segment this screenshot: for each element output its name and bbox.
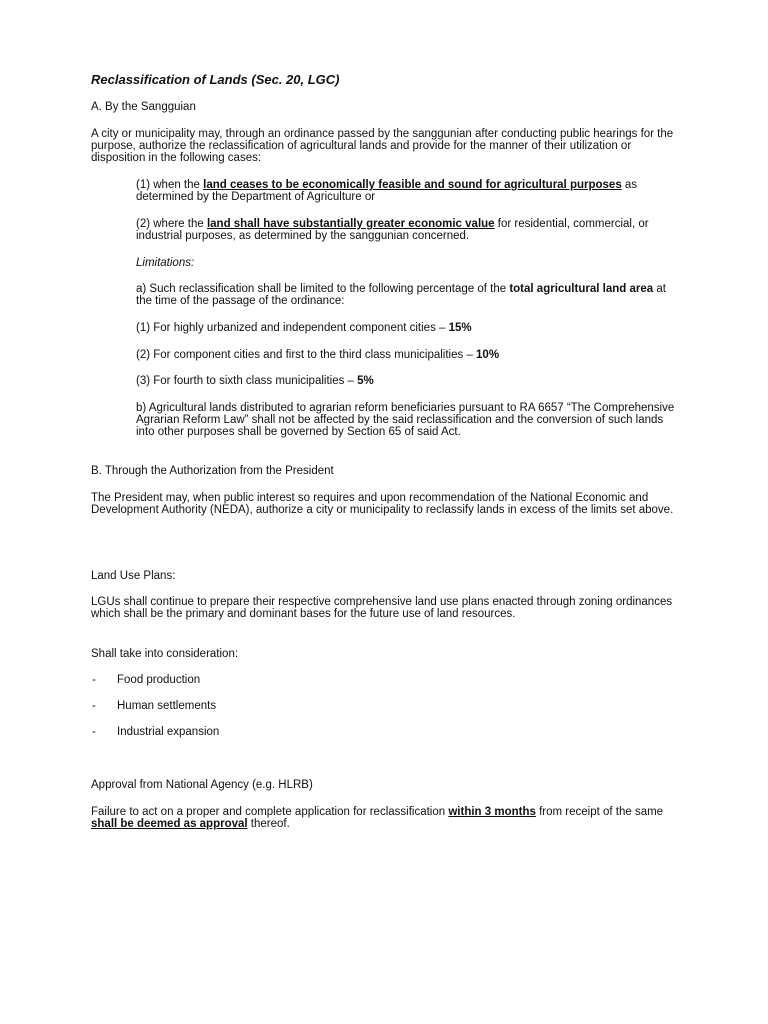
case-1-pre: (1) when the bbox=[136, 179, 204, 191]
percentage-1-text: (1) For highly urbanized and independent component cities – bbox=[136, 322, 449, 334]
case-2-paragraph bbox=[136, 218, 681, 242]
section-a-intro: A city or municipality may, through an ordinance passed by the sanggunian after conducting public hearings for the purpose, authorize the reclassification of agricultural lands and provide for the manner of their utilization or disposition in the following cases: bbox=[91, 128, 674, 164]
case-1-post: as determined by the Department of Agriculture or bbox=[136, 179, 638, 203]
percentage-2-text: (2) For component cities and first to the third class municipalities – bbox=[136, 349, 477, 361]
limitation-a-post: at the time of the passage of the ordinance: bbox=[136, 283, 666, 307]
approval-body bbox=[91, 806, 681, 830]
percentage-3-value: 5% bbox=[357, 375, 374, 387]
list-item-label: Human settlements bbox=[117, 700, 217, 712]
limitations-label: Limitations: bbox=[136, 257, 195, 269]
section-a-heading: A. By the Sangguian bbox=[91, 101, 196, 113]
bullet-dash: - bbox=[92, 726, 96, 738]
percentage-1 bbox=[136, 322, 681, 334]
case-2-post: for residential, commercial, or industrial purposes, as determined by the sanggunian concerned. bbox=[136, 218, 649, 242]
case-1-emphasis: land ceases to be economically feasible and sound for agricultural purposes bbox=[203, 179, 622, 191]
case-2-pre: (2) where the bbox=[136, 218, 207, 230]
bullet-dash: - bbox=[92, 674, 96, 686]
percentage-3-text: (3) For fourth to sixth class municipalities – bbox=[136, 375, 358, 387]
section-b-heading: B. Through the Authorization from the President bbox=[91, 465, 334, 477]
list-item bbox=[0, 726, 768, 738]
approval-mid: from receipt of the same bbox=[535, 806, 664, 818]
limitation-a bbox=[136, 283, 681, 307]
list-item bbox=[0, 700, 768, 712]
limitation-a-emphasis: total agricultural land area bbox=[509, 283, 654, 295]
percentage-2 bbox=[136, 349, 681, 361]
percentage-1-value: 15% bbox=[448, 322, 472, 334]
consideration-label: Shall take into consideration: bbox=[91, 648, 239, 660]
approval-heading: Approval from National Agency (e.g. HLRB) bbox=[91, 779, 313, 791]
percentage-3 bbox=[136, 375, 681, 387]
approval-post: thereof. bbox=[247, 818, 290, 830]
bullet-dash: - bbox=[92, 700, 96, 712]
document-title: Reclassification of Lands (Sec. 20, LGC) bbox=[91, 72, 340, 87]
approval-emphasis-time: within 3 months bbox=[448, 806, 536, 818]
list-item-label: Food production bbox=[117, 674, 201, 686]
approval-emphasis-deemed: shall be deemed as approval bbox=[91, 818, 248, 830]
section-b-body: The President may, when public interest so requires and upon recommendation of the National Economic and Development Authority (NEDA), authorize a city or municipality to reclassify lands in excess of the limits set above. bbox=[91, 492, 674, 516]
limitation-a-pre: a) Such reclassification shall be limited to the following percentage of the bbox=[136, 283, 510, 295]
limitation-b: b) Agricultural lands distributed to agrarian reform beneficiaries pursuant to RA 6657 “The Comprehensive Agrarian Reform Law” shall not be affected by the said reclassification and the conversion of such lands into other purposes shall be governed by Section 65 of said Act. bbox=[136, 402, 675, 438]
case-1-paragraph bbox=[136, 179, 681, 203]
case-2-emphasis: land shall have substantially greater economic value bbox=[206, 218, 495, 230]
land-use-heading: Land Use Plans: bbox=[91, 570, 176, 582]
list-item bbox=[0, 674, 768, 686]
land-use-body: LGUs shall continue to prepare their respective comprehensive land use plans enacted through zoning ordinances which shall be the primary and dominant bases for the future use of land resources. bbox=[91, 596, 673, 620]
percentage-2-value: 10% bbox=[476, 349, 500, 361]
approval-pre: Failure to act on a proper and complete application for reclassification bbox=[91, 806, 449, 818]
list-item-label: Industrial expansion bbox=[117, 726, 220, 738]
